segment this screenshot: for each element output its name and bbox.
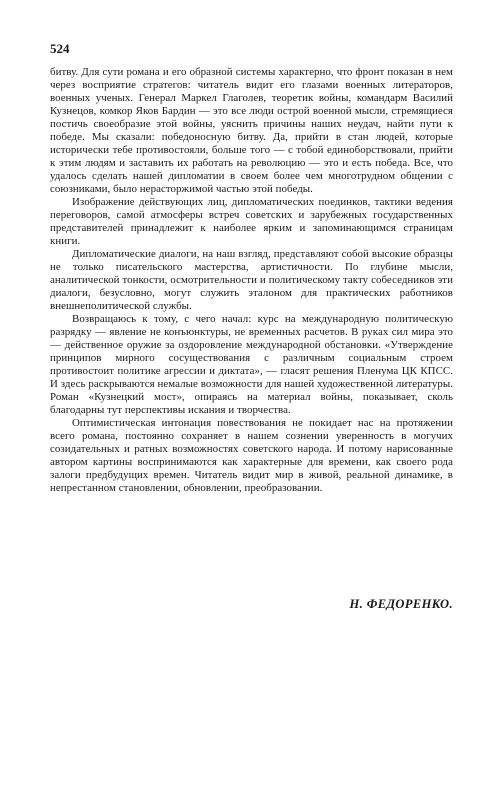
page-number: 524 xyxy=(50,41,70,56)
paragraph: Возвращаюсь к тому, с чего начал: курс на международную политическую разрядку — явление не конъюнктуры, не временных расчетов. В руках сил мира это — действенное оружие за оздоровление международной обстановки. «Утверждение принципов мирного сосуществования с различным социальным строем противостоит политике агрессии и диктата», — гласят решения Пленума ЦК КПСС. И здесь раскрываются немалые возможности для нашей художественной литературы. Роман «Кузнецкий мост», опираясь на материал войны, показывает, сколь благодарны тут перспективы искания и творчества. xyxy=(50,313,453,416)
article-text xyxy=(50,66,453,495)
paragraph: битву. Для сути романа и его образной системы характерно, что фронт показан в нем через восприятие стратегов: читатель видит его глазами военных литераторов, военных ученых. Генерал Маркел Глаголев, теоретик войны, командарм Василий Кузнецов, комкор Яков Бардин — это все люди острой военной мысли, стремящиеся постичь своеобразие этой войны, уяснить причины наших неудач, найти пути к победе. Мы сказали: победоносную битву. Да, прийти в стан людей, которые исторически тебе противостояли, больше того — с тобой единоборствовали, прийти к этим людям и заставить их работать на революцию — это и есть победа. Все, что удалось сделать нашей дипломатии в своем более чем многотрудном общении с союзниками, было нерасторжимой частью этой победы. xyxy=(50,66,453,195)
paragraph: Изображение действующих лиц, дипломатических поединков, тактики ведения переговоров, самой атмосферы встреч советских и зарубежных государственных представителей принадлежит к наиболее ярким и запоминающимся страницам книги. xyxy=(50,196,453,247)
paragraph: Дипломатические диалоги, на наш взгляд, представляют собой высокие образцы не только писательского мастерства, артистичности. По глубине мысли, аналитической тонкости, осмотрительности и политическому такту собеседников эти диалоги, безусловно, могут служить эталоном для практических работников внешнеполитической службы. xyxy=(50,248,453,312)
author-signature: Н. ФЕДОРЕНКО. xyxy=(349,597,453,611)
paragraph: Оптимистическая интонация повествования не покидает нас на протяжении всего романа, постоянно сохраняет в нашем сознении уверенность в могучих созидательных и ратных возможностях советского народа. И потому нарисованные автором картины воспринимаются как характерные для времени, как своего рода залоги предбудущих времен. Читатель видит мир в живой, реальной динамике, в непрестанном становлении, обновлении, преобразовании. xyxy=(50,417,453,494)
